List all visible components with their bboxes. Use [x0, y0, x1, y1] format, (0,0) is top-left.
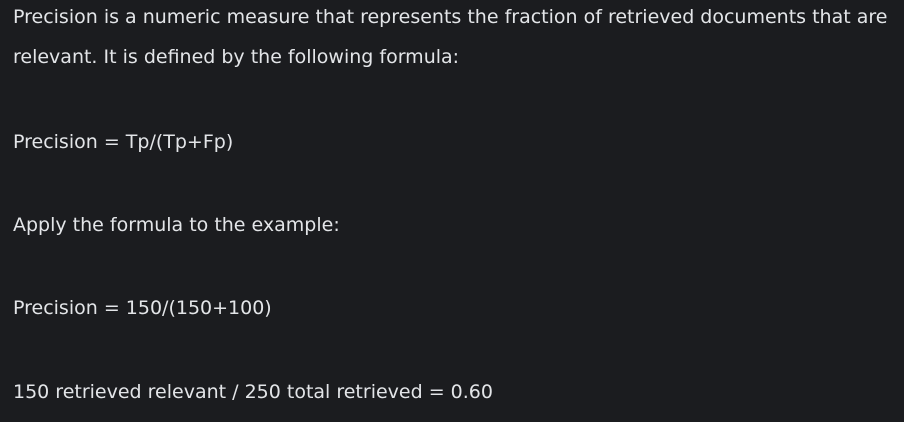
intro-line-1: Precision is a numeric measure that represents the fraction of retrieved documents that are [13, 6, 888, 28]
formula-text [13, 122, 233, 162]
calculation-line: Precision = 150/(150+100) [13, 297, 272, 319]
formula-line: Precision = Tp/(Tp+Fp) [13, 131, 234, 153]
calculation-text [13, 288, 272, 328]
apply-text [13, 205, 340, 245]
result-line: 150 retrieved relevant / 250 total retrieved = 0.60 [13, 381, 493, 403]
apply-line: Apply the formula to the example: [13, 214, 340, 236]
intro-line-2: relevant. It is defined by the following formula: [13, 46, 460, 68]
intro-paragraph [13, 0, 887, 77]
result-text [13, 372, 493, 412]
